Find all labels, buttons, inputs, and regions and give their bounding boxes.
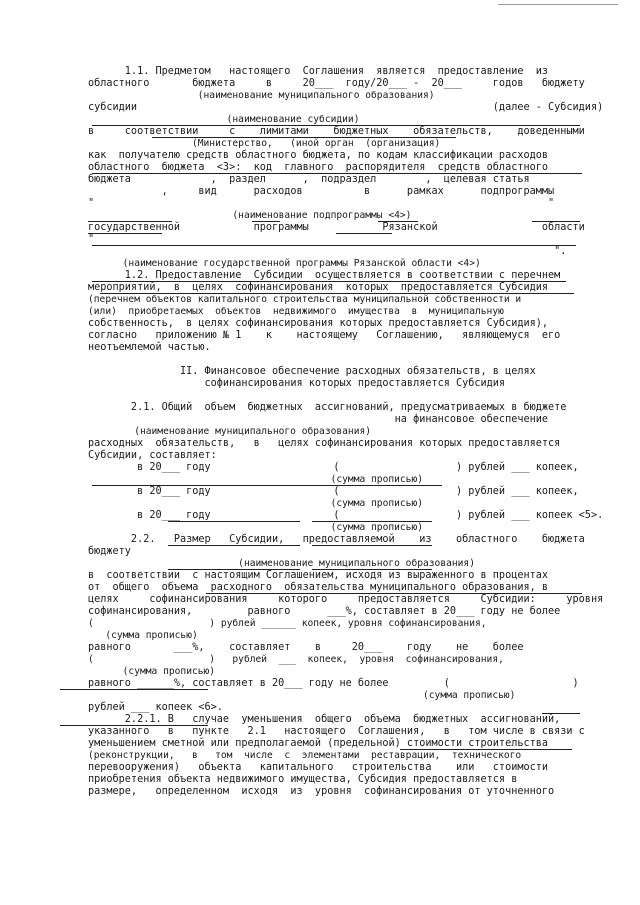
text-line: (наименование муниципального образования) (88, 426, 372, 437)
text-line: ( ) рублей ___ копеек, уровня софинансирования, (88, 654, 504, 665)
text-line: указанного в пункте 2.1 настоящего Соглашения, в том числе в связи с (88, 726, 585, 737)
text-line: (сумма прописью) (88, 522, 424, 533)
text-line: Субсидии, составляет: (88, 450, 217, 461)
text-line: перевооружения) объекта капитального строительства или стоимости (88, 762, 549, 773)
text-line: (сумма прописью) (88, 498, 424, 509)
text-line: от общего объема расходного обязательства муниципального образования, в (88, 582, 549, 593)
text-line: в 20___ году ( ) рублей ___ копеек, (88, 462, 579, 473)
text-line: субсидии (далее - Субсидия) (88, 102, 604, 113)
text-line: софинансирования, равного ___%, составляет в 20___ году не более (88, 606, 561, 617)
text-line: областного бюджета <3>: код главного распорядителя средств областного (88, 162, 549, 173)
text-line: 1.1. Предметом настоящего Соглашения является предоставление из (88, 66, 549, 77)
text-line: рублей ___ копеек <6>. (88, 702, 223, 713)
text-line: (перечнем объектов капитального строительства муниципальной собственности и (88, 294, 522, 305)
text-line: целях софинансирования которого предоставляется Субсидии: уровня (88, 594, 604, 605)
text-line: приобретения объекта недвижимого имущества, Субсидия предоставляется в (88, 774, 518, 785)
text-line: 2.2. Размер Субсидии, предоставляемой из областного бюджета (88, 534, 585, 545)
text-line: II. Финансовое обеспечение расходных обязательств, в целях (88, 366, 536, 377)
text-line: размере, определенном исходя из уровня софинансирования от уточненного (88, 786, 555, 797)
text-line: (наименование государственной программы Рязанской области <4>) (88, 258, 481, 269)
text-line: уменьшением сметной или предполагаемой (предельной) стоимости строительства (88, 738, 549, 749)
text-line: (Министерство, (иной орган (организация) (88, 138, 441, 149)
text-line: на финансовое обеспечение (88, 414, 549, 425)
text-line: государственной программы Рязанской области (88, 222, 585, 233)
text-line: " (88, 234, 95, 245)
text-line: 2.2.1. В случае уменьшения общего объема бюджетных ассигнований, (88, 714, 561, 725)
text-line: расходных обязательств, в целях софинансирования которых предоставляется (88, 438, 561, 449)
text-line: равного ___%, составляет в 20___ году не более (88, 642, 524, 653)
text-line: 2.1. Общий объем бюджетных ассигнований, предусматриваемых в бюджете (88, 402, 567, 413)
text-line: , вид расходов в рамках подпрограммы (88, 186, 555, 197)
text-line: бюджету (88, 546, 131, 557)
text-line: согласно приложению № 1 к настоящему Соглашению, являющемуся его (88, 330, 561, 341)
text-line: в соответствии с лимитами бюджетных обязательств, доведенными (88, 126, 585, 137)
text-line: 1.2. Предоставление Субсидии осуществляется в соответствии с перечнем (88, 270, 561, 281)
text-line: (сумма прописью) (88, 630, 198, 641)
text-line: (реконструкции, в том числе с элементами реставрации, технического (88, 750, 522, 761)
text-line: (наименование муниципального образования) (88, 558, 475, 569)
text-line: бюджета , раздел , подраздел , целевая статья (88, 174, 530, 185)
text-line: собственность, в целях софинансирования которых предоставляется Субсидия), (88, 318, 549, 329)
text-line: в 20___ году ( ) рублей ___ копеек <5>. (88, 510, 604, 521)
text-line: как получателю средств областного бюджета, по кодам классификации расходов (88, 150, 549, 161)
text-line: (сумма прописью) (88, 666, 216, 677)
text-line: равного ______%, составляет в 20___ году не более ( ) (88, 678, 579, 689)
text-line: ". (88, 246, 567, 257)
text-line: (сумма прописью) (88, 690, 516, 701)
text-line: (сумма прописью) (88, 474, 424, 485)
scan-edge-mark (498, 4, 618, 5)
text-line: софинансирования которых предоставляется Субсидия (88, 378, 506, 389)
text-line: ( ) рублей ______ копеек, уровня софинансирования, (88, 618, 487, 629)
text-line: мероприятий, в целях софинансирования которых предоставляется Субсидия (88, 282, 549, 293)
text-line: (наименование субсидии) (88, 114, 360, 125)
text-line: (наименование подпрограммы <4>) (88, 210, 412, 221)
text-line: " " (88, 198, 555, 209)
text-line: областного бюджета в 20___ году/20___ - 20___ годов бюджету (88, 78, 585, 89)
text-line: (наименование муниципального образования) (88, 90, 435, 101)
text-line: (или) приобретаемых объектов недвижимого имущества в муниципальную (88, 306, 504, 317)
text-line: в соответствии с настоящим Соглашением, исходя из выраженного в процентах (88, 570, 549, 581)
text-line: неотъемлемой частью. (88, 342, 211, 353)
text-line: в 20___ году ( ) рублей ___ копеек, (88, 486, 579, 497)
